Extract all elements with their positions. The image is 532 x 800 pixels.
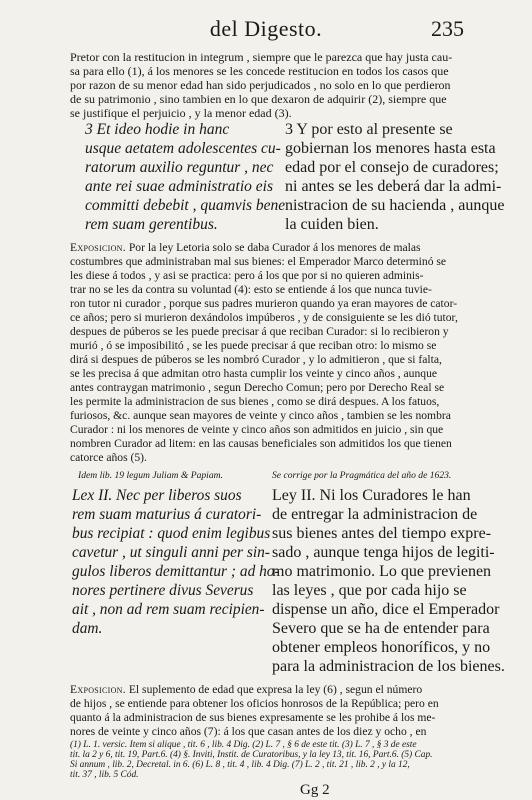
exposicion-line: antes contraygan matrimonio , segun Derecho Comun; pero por Derecho Real se (70, 381, 445, 394)
exposicion-line: les permite la administracion de sus bienes , como se dirá despues. A los fatuos, (70, 395, 440, 408)
spanish-line: 3 Y por esto al presente se (285, 121, 453, 138)
signature-mark: Gg 2 (300, 782, 330, 798)
latin-line: dam. (72, 620, 103, 637)
spanish-line: ni antes se les deberá dar la admi- (285, 178, 502, 195)
spanish-line: dispense un año, dice el Emperador (272, 601, 500, 618)
exposicion-line: les diese á todos , y asi se practica: pero á los que por si no quieren adminis- (70, 269, 424, 282)
latin-line: committi debebit , quamvis bene (85, 197, 286, 214)
footnote-line: tit. 37 , lib. 5 Cód. (70, 770, 139, 780)
exposicion-line: furiosos, &c. aunque sean mayores de veinte y cinco años , tambien se les nombra (70, 409, 451, 422)
latin-line: bus recipiat : quod enim legibus (72, 525, 271, 542)
exposicion-line: nores de veinte y cinco años (7): á los que casan antes de los diez y ocho , en (70, 725, 427, 738)
latin-line: ante rei suae administratio eis (85, 178, 273, 195)
spanish-line: Severo que se ha de entender para (272, 620, 490, 637)
exposicion-first-line (70, 683, 462, 697)
running-title: del Digesto. (209, 16, 323, 41)
exposicion-line: catorce años (5). (70, 451, 147, 464)
exposicion-line: Curador : ni los menores de veinte y cinco años son admitidos en juicio , sin que (70, 423, 444, 436)
exposicion-line: dirá si despues de púberos se les nombró Curador , y lo admitieron , que si falta, (70, 353, 442, 366)
citation-right: Se corrige por la Pragmática del año de 1623. (272, 470, 452, 481)
latin-line: gulos liberos demittantur ; ad ho- (72, 563, 280, 580)
footnote-line: (1) L. 1. versic. Item si alique , tit. 6 , lib. 4 Dig. (2) L. 7 , § 6 de este tit. (3) L. 7 , § 3 de este (70, 740, 417, 750)
exposicion-text: Por la ley Letoria solo se daba Curador á los menores de malas (125, 241, 421, 254)
spanish-line: sus bienes antes del tiempo expre- (272, 525, 492, 542)
spanish-line: mo matrimonio. Lo que previenen (272, 563, 492, 580)
exposicion-line: ce años; pero si murieron dexándolos impúberos , y de consiguiente se les dió tutor, (70, 311, 458, 324)
latin-line: rem suam gerentibus. (85, 216, 218, 233)
spanish-line: obtener empleos honoríficos, y no (272, 639, 491, 656)
exposicion-line: de hijos , se entiende para obtener los oficios honrosos de la República; pero en (70, 697, 439, 710)
latin-line: ait , non ad rem suam recipien- (72, 601, 265, 618)
spanish-line: gobiernan los menores hasta esta (285, 140, 496, 157)
footnote-line: Si annum , lib. 2, Decretal. in 6. (6) L. 8 , tit. 4 , lib. 4 Dig. (7) L. 2 , tit. 21 , lib. 2 , y la 12, (70, 760, 410, 770)
spanish-line: Ley II. Ni los Curadores le han (272, 487, 471, 504)
intro-line: Pretor con la restitucion in integrum , siempre que le parezca que hay justa cau- (70, 50, 453, 64)
spanish-line: nistracion de su hacienda , aunque (285, 197, 505, 214)
latin-line: ratorum auxilio reguntur , nec (85, 159, 274, 176)
exposicion-line: se les precisa á que admitan otro hasta cumplir los veinte y cinco años , aunque (70, 367, 438, 380)
footnote-line: tit. la 2 y 6, tit. 19, Part.6. (4) §. Inviti, Instit. de Curatoribus, y la ley 13, tit. 16, Part.6. (5) Cap. (70, 750, 433, 760)
spanish-line: edad por el consejo de curadores; (285, 159, 499, 176)
latin-line: Lex II. Nec per liberos suos (72, 487, 242, 504)
spanish-line: sado , aunque tenga hijos de legiti- (272, 544, 495, 561)
latin-line: usque aetatem adolescentes cu- (85, 140, 281, 157)
latin-line: rem suam maturius á curatori- (72, 506, 262, 523)
spanish-line: la cuiden bien. (285, 216, 379, 233)
latin-line: 3 Et ideo hodie in hanc (85, 121, 230, 138)
spanish-line: para la administracion de los bienes. (272, 658, 505, 675)
exposicion-label: Exposicion. (70, 241, 126, 254)
intro-line: por razon de su menor edad han sido perjudicados , no solo en lo que perdieron (70, 78, 451, 92)
latin-line: cavetur , ut singuli anni per sin- (72, 544, 270, 561)
spanish-line: de entregar la administracion de (272, 506, 478, 523)
intro-line: sa para ello (1), á los menores se les concede restitucion en todos los casos que (70, 64, 449, 78)
page-number: 235 (431, 16, 464, 41)
latin-line: nores pertinere divus Severus (72, 582, 254, 599)
exposicion-text: El suplemento de edad que expresa la ley (6) , segun el número (125, 683, 423, 696)
exposicion-line: quanto á la administracion de sus bienes expresamente se les prohibe á los me- (70, 711, 436, 724)
intro-line: de su patrimonio , sino tambien en lo que dexaron de adquirir (2), siempre que (70, 92, 447, 106)
exposicion-line: ron tutor ni curador , porque sus padres murieron quando ya eran mayores de cator- (70, 297, 458, 310)
exposicion-line: murió , ó se imposibilitó , se les puede precisar á que reciban otro: lo mismo se (70, 339, 437, 352)
exposicion-line: costumbres que administraban mal sus bienes: el Emperador Marco determinó se (70, 255, 447, 268)
citation-left: Idem lib. 19 legum Juliam & Papiam. (78, 470, 223, 481)
exposicion-first-line (70, 241, 462, 255)
spanish-line: las leyes , que por cada hijo se (272, 582, 467, 599)
exposicion-line: nombren Curador ad litem: en las causas beneficiales son admitidos los que tienen (70, 437, 452, 450)
exposicion-line: trar no se les da contra su voluntad (4): esto se entiende á los que nunca tuvie- (70, 283, 432, 296)
exposicion-label: Exposicion. (70, 683, 126, 696)
exposicion-line: despues de púberos se les puede precisar á que reciban Curador: si lo recibieron y (70, 325, 449, 338)
intro-line: se justifique el perjuicio , y la menor edad (3). (70, 106, 292, 120)
